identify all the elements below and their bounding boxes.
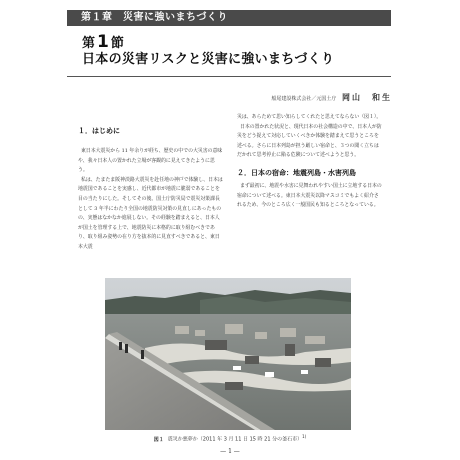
section-title: 日本の災害リスクと災害に強いまちづくり (82, 52, 335, 67)
author-name: 岡山 和生 (342, 93, 392, 102)
chapter-title: 第１章 災害に強いまちづくり (81, 12, 228, 23)
body-paragraph: 東日本大震災から 11 年余りが経ち、歴史の中での大災害の意味や、我々日本人の置かれた立場が客観的に見えてきたように思う。 (78, 148, 223, 174)
figure-label: 図１ (153, 436, 164, 443)
title-divider (67, 76, 391, 77)
body-paragraph: まず最初に、地震や水害に見舞われやすい国土に立地する日本の宿命について述べる。東日本大震災以降マスコミでもよく紹介されるため、今のところ広く一般国民も知るところとなっている。 (237, 182, 382, 209)
author-line (271, 93, 392, 104)
body-paragraph: 日本の置かれた状況と、現代日本の社会構造の中で、日本人が防災をどう捉えて対応していくべきか体験を踏まえて思うところを述べる。さらに日本列島が担う厳しい宿命と、３つの聞く立ちはだかれて思考停止に陥る危険について述べようと思う。 (237, 123, 382, 159)
photo-illustration (105, 278, 351, 430)
body-paragraph: 災は、あらためて思い知らしてくれたと思えてならない（図１）。 (237, 114, 382, 120)
tsunami-photo (105, 278, 351, 430)
author-affiliation: 船尾建設株式会社／元国土庁 (271, 96, 337, 102)
heading-destiny: ２．日本の宿命：地震列島・水害列島 (237, 168, 356, 177)
page-number: — 1 — (220, 448, 240, 455)
section-number: 第 1 節 (82, 32, 124, 52)
right-column (237, 113, 383, 211)
left-column (78, 113, 224, 253)
figure-caption (0, 433, 460, 444)
figure-caption-text: 震災か悪夢か（2011 年 3 月 11 日 15 時 21 分の釜石市） (167, 436, 303, 443)
heading-introduction: １．はじめに (78, 127, 120, 135)
chapter-header-bar (67, 10, 391, 26)
figure-caption-note: 1) (302, 434, 307, 439)
body-paragraph: 私は、たまたま阪神淡路大震災を赴任地の神戸で体験し、日本は地震国であることを実感し、近代都市が地震に脆弱であることを目の当たりにした。そしてその後、国土庁防災局で震災対策課長として 3 年半にわたり全国の地震防災対策の見直しにあったものの、実態はなかなか進展しない。その経験を踏まえると、日本人が国土を管理する上で、地震防災に本格的に取り組むべきであり、取り組み姿勢の在り方を抜本的に見直すべきであると、東日本大震 (78, 176, 223, 250)
